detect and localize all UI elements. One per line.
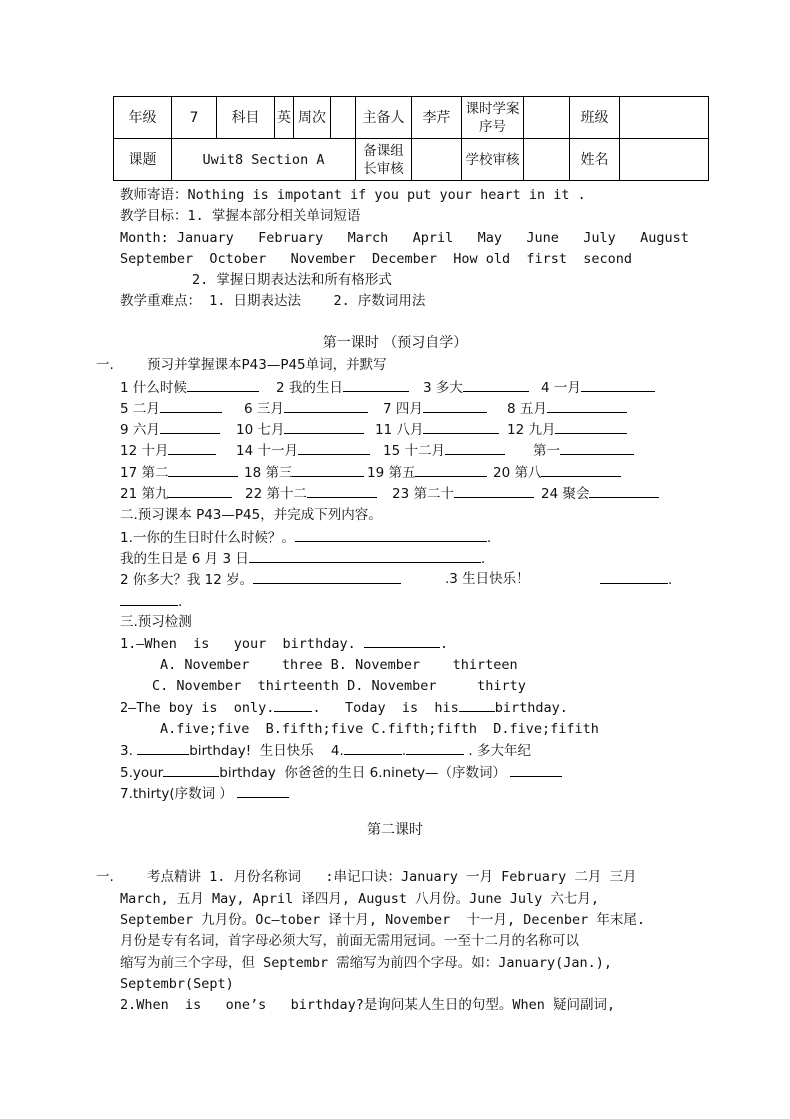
question-2: 2 你多大？我 12 岁。 xyxy=(120,569,401,590)
preparer-value: 李芹 xyxy=(412,97,462,139)
vocab-item: 14 十一月 xyxy=(236,440,370,461)
week-label: 周次 xyxy=(294,97,331,139)
vocab-item: 11 八月 xyxy=(375,419,499,440)
lesson1-section3-title: 三.预习检测 xyxy=(120,614,192,630)
vocab-item: 9 六月 xyxy=(120,419,220,440)
subject-value: 英 xyxy=(275,97,294,139)
vocab-item: 19 第五 xyxy=(367,462,487,483)
mc-options-1a: A. November three B. November thirteen xyxy=(160,657,518,673)
header-table xyxy=(113,96,709,181)
subject-label: 科目 xyxy=(217,97,275,139)
vocab-item: 10 七月 xyxy=(236,419,364,440)
fill-7: 7.thirty(序数词 ） xyxy=(120,783,289,804)
vocab-item: 12 九月 xyxy=(507,419,627,440)
key-points: 教学重难点： 1. 日期表达法 2. 序数词用法 xyxy=(120,293,426,309)
question-3-blank: . xyxy=(600,569,672,590)
month-list-1: Month: January February March April May June July August xyxy=(120,230,689,246)
header-row-1 xyxy=(114,97,709,139)
lesson2-title: 第二课时 xyxy=(367,822,423,838)
lesson1-section1-num: 一. xyxy=(96,357,114,373)
topic-value: Uwit8 Section A xyxy=(172,139,356,181)
lesson1-section1-text: 预习并掌握课本P43—P45单词，并默写 xyxy=(147,357,387,373)
class-label: 班级 xyxy=(570,97,620,139)
vocab-item: 23 第二十 xyxy=(392,483,534,504)
vocab-item: 21 第九 xyxy=(120,483,232,504)
teaching-goal-1: 教学目标：1. 掌握本部分相关单词短语 xyxy=(120,208,361,224)
lesson2-para-4: 月份是专有名词，首字母必须大写，前面无需用冠词。一至十二月的名称可以 xyxy=(120,933,579,949)
name-value xyxy=(620,139,709,181)
question-1-answer: 我的生日是 6 月 3 日 . xyxy=(120,548,485,569)
lesson2-para-1: 考点精讲 1. 月份名称词 :串记口诀：January 一月 February 二月 三月 xyxy=(147,869,637,885)
lesson2-para-6: Septembr(Sept) xyxy=(120,976,234,992)
question-3-blank-cont: . xyxy=(120,591,182,612)
vocab-item: 22 第十二 xyxy=(245,483,377,504)
vocab-item: 15 十二月 xyxy=(383,440,505,461)
grade-label: 年级 xyxy=(114,97,172,139)
vocab-item: 18 第三 xyxy=(244,462,364,483)
lesson2-para-3: September 九月份。Oc—tober 译十月, November 十一月, Decenber 年末尾. xyxy=(120,912,645,928)
vocab-item: 7 四月 xyxy=(383,398,487,419)
fill-5-6: 5.your birthday 你爸爸的生日 6.ninety—（序数词） xyxy=(120,762,562,783)
lesson2-section1-num: 一. xyxy=(96,869,114,885)
mc-question-1: 1.—When is your birthday. . xyxy=(120,633,448,654)
month-list-2: September October November December How old first second xyxy=(120,251,633,267)
grade-value: 7 xyxy=(172,97,217,139)
week-value xyxy=(331,97,356,139)
fill-3-4: 3. birthday! 生日快乐 4. . . 多大年纪 xyxy=(120,740,531,761)
mc-options-1b: C. November thirteenth D. November thirty xyxy=(152,678,526,694)
vocab-item: 2 我的生日 xyxy=(276,377,409,398)
topic-label: 课题 xyxy=(114,139,172,181)
question-3: .3 生日快乐！ xyxy=(445,571,530,587)
teaching-goal-2: 2. 掌握日期表达法和所有格形式 xyxy=(192,272,392,288)
lesson-seq-value xyxy=(524,97,570,139)
vocab-item: 4 一月 xyxy=(541,377,655,398)
vocab-item: 5 二月 xyxy=(120,398,222,419)
vocab-item: 3 多大 xyxy=(423,377,529,398)
mc-options-2: A.five;five B.fifth;five C.fifth;fifth D.five;fifith xyxy=(160,721,599,737)
lesson-seq-label: 课时学案序号 xyxy=(462,97,524,139)
preparer-label: 主备人 xyxy=(356,97,412,139)
school-review-label: 学校审核 xyxy=(462,139,524,181)
lesson2-para-5: 缩写为前三个字母，但 Septembr 需缩写为前四个字母。如：January(Jan.), xyxy=(120,955,613,971)
vocab-item: 8 五月 xyxy=(507,398,627,419)
lesson2-para-2: March, 五月 May, April 译四月, August 八月份。June July 六七月, xyxy=(120,891,599,907)
vocab-item: 20 第八 xyxy=(493,462,621,483)
vocab-item: 6 三月 xyxy=(244,398,368,419)
vocab-item: 17 第二 xyxy=(120,462,238,483)
teacher-motto: 教师寄语：Nothing is impotant if you put your heart in it . xyxy=(120,187,586,203)
vocab-item: 1 什么时候 xyxy=(120,377,259,398)
group-review-value xyxy=(412,139,462,181)
mc-question-2: 2—The boy is only. . Today is his birthday. xyxy=(120,697,568,718)
school-review-value xyxy=(524,139,570,181)
vocab-item: 第一 xyxy=(533,440,634,461)
vocab-item: 12 十月 xyxy=(120,440,216,461)
class-value xyxy=(620,97,709,139)
vocab-item: 24 聚会 xyxy=(541,483,659,504)
group-review-label: 备课组长审核 xyxy=(356,139,412,181)
lesson2-para-7: 2.When is one’s birthday?是询问某人生日的句型。When 疑问副词, xyxy=(120,997,616,1013)
lesson1-title: 第一课时 （预习自学） xyxy=(322,335,468,351)
header-row-2 xyxy=(114,139,709,181)
name-label: 姓名 xyxy=(570,139,620,181)
question-1: 1.一你的生日时什么时候？。 . xyxy=(120,527,491,548)
lesson1-section2-title: 二.预习课本 P43—P45，并完成下列内容。 xyxy=(120,507,382,523)
